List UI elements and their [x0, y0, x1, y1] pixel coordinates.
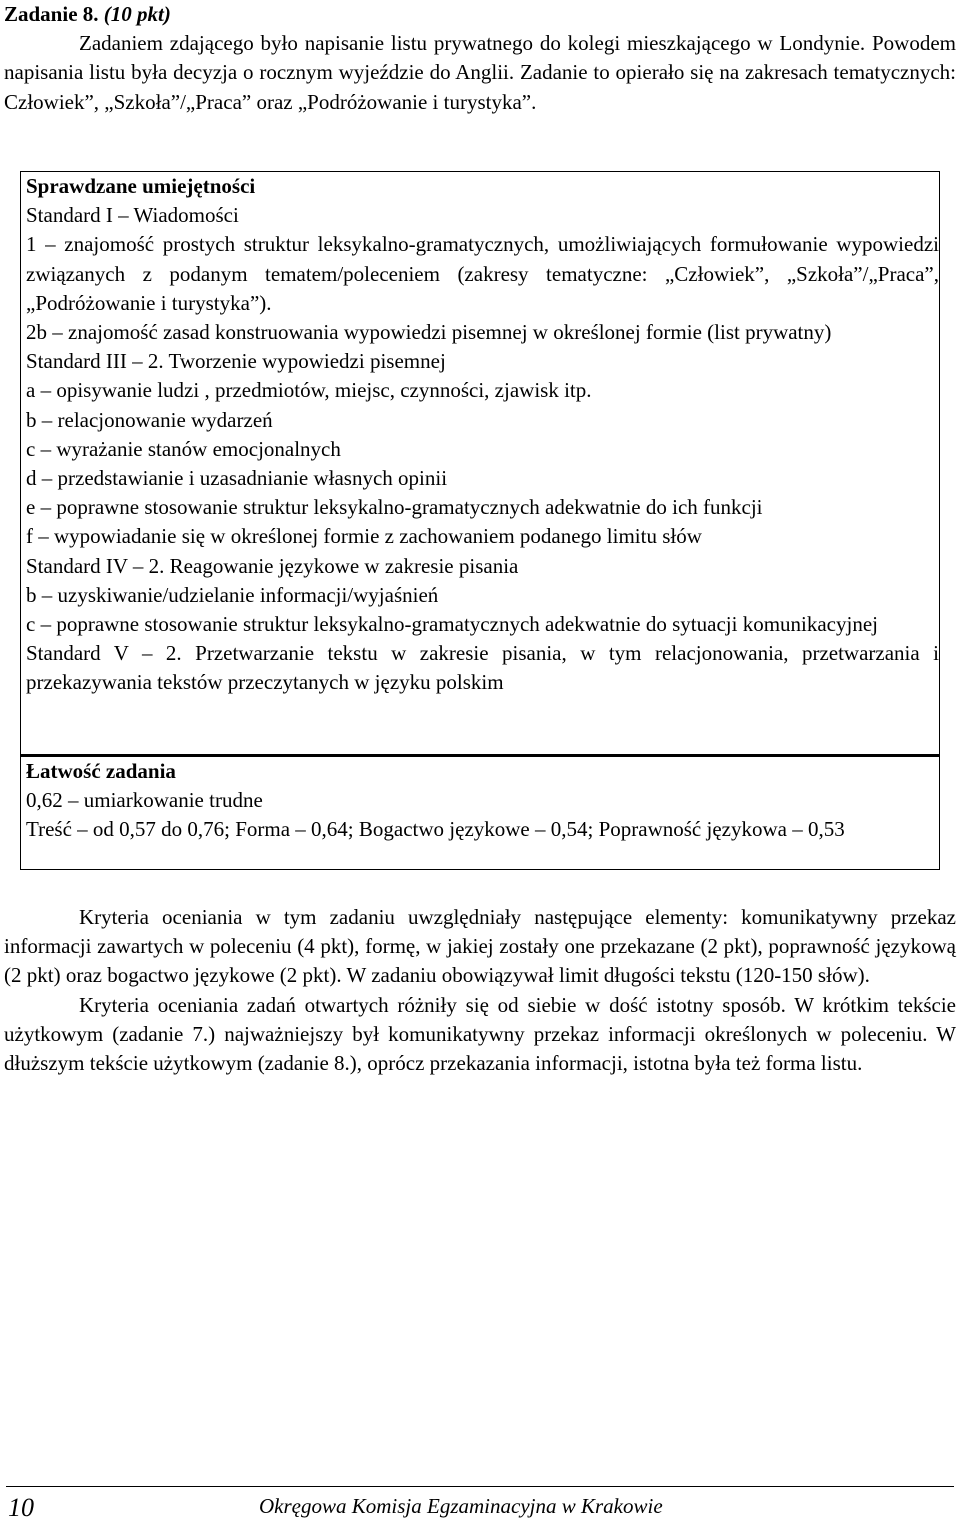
standard-1-title: Standard I – Wiadomości: [26, 203, 239, 228]
criteria-paragraph-1: Kryteria oceniania w tym zadaniu uwzględniały następujące elementy: komunikatywny przekaz informacji zawartych w poleceniu (4 pkt), formę, w jakiej zostały one przekazane (2 pkt), poprawność językową (2 pkt) oraz bogactwo językowe (2 pkt). W zadaniu obowiązywał limit długości tekstu (120-150 słów).: [4, 905, 956, 988]
standard-3-item-d: d – przedstawianie i uzasadnianie własnych opinii: [26, 466, 448, 491]
difficulty-box: [20, 755, 940, 870]
task-section: [4, 0, 956, 117]
skills-title: Sprawdzane umiejętności: [26, 174, 256, 198]
standard-1-item-2b: 2b – znajomość zasad konstruowania wypowiedzi pisemnej w określonej formie (list prywatny): [26, 320, 832, 345]
criteria-section: [4, 903, 956, 1078]
standard-5: Standard V – 2. Przetwarzanie tekstu w zakresie pisania, w tym relacjonowania, przetwarzania i przekazywania tekstów przeczytanych w języku polskim: [26, 641, 939, 695]
standard-3-item-a: a – opisywanie ludzi , przedmiotów, miejsc, czynności, zjawisk itp.: [26, 378, 592, 403]
footer-institution: Okręgowa Komisja Egzaminacyjna w Krakowie: [259, 1494, 663, 1518]
standard-3-item-c: c – wyrażanie stanów emocjonalnych: [26, 436, 341, 461]
standard-3-title: Standard III – 2. Tworzenie wypowiedzi pisemnej: [26, 349, 446, 374]
page-number: 10: [8, 1493, 34, 1522]
criteria-paragraph-2: Kryteria oceniania zadań otwartych różniły się od siebie w dość istotny sposób. W krótkim tekście użytkowym (zadanie 7.) najważniejszy był komunikatywny przekaz informacji określonych w poleceniu. W dłuższym tekście użytkowym (zadanie 8.), oprócz przekazania informacji, istotna była też forma listu.: [4, 992, 956, 1076]
skills-box: [20, 171, 940, 755]
standard-3-item-b: b – relacjonowanie wydarzeń: [26, 407, 273, 432]
footer-divider: [6, 1486, 954, 1487]
task-points: (10 pkt): [103, 2, 171, 26]
task-heading-label: Zadanie 8.: [4, 2, 99, 26]
standard-4-item-c: c – poprawne stosowanie struktur leksykalno-gramatycznych adekwatnie do sytuacji komunikacyjnej: [26, 612, 878, 637]
standard-3-item-e: e – poprawne stosowanie struktur leksykalno-gramatycznych adekwatnie do ich funkcji: [26, 495, 763, 520]
difficulty-overall: 0,62 – umiarkowanie trudne: [26, 788, 263, 813]
task-intro: Zadaniem zdającego było napisanie listu prywatnego do kolegi mieszkającego w Londynie. Powodem napisania listu była decyzja o rocznym wyjeździe do Anglii. Zadanie to opierało się na zakresach tematycznych: Człowiek”, „Szkoła”/„Praca” oraz „Podróżowanie i turystyka”.: [4, 31, 956, 114]
standard-3-item-f: f – wypowiadanie się w określonej formie z zachowaniem podanego limitu słów: [26, 524, 702, 549]
standard-4-title: Standard IV – 2. Reagowanie językowe w zakresie pisania: [26, 553, 519, 578]
standard-1-item-1: 1 – znajomość prostych struktur leksykalno-gramatycznych, umożliwiających formułowanie wypowiedzi związanych z podanym tematem/poleceniem (zakresy tematyczne: „Człowiek”, „Szkoła”/„Praca”, „Podróżowanie i turystyka”).: [26, 232, 939, 315]
difficulty-title: Łatwość zadania: [26, 759, 176, 783]
task-heading: [4, 0, 956, 29]
standard-4-item-b: b – uzyskiwanie/udzielanie informacji/wyjaśnień: [26, 582, 439, 607]
difficulty-details: Treść – od 0,57 do 0,76; Forma – 0,64; Bogactwo językowe – 0,54; Poprawność językowa – 0,53: [26, 817, 845, 842]
